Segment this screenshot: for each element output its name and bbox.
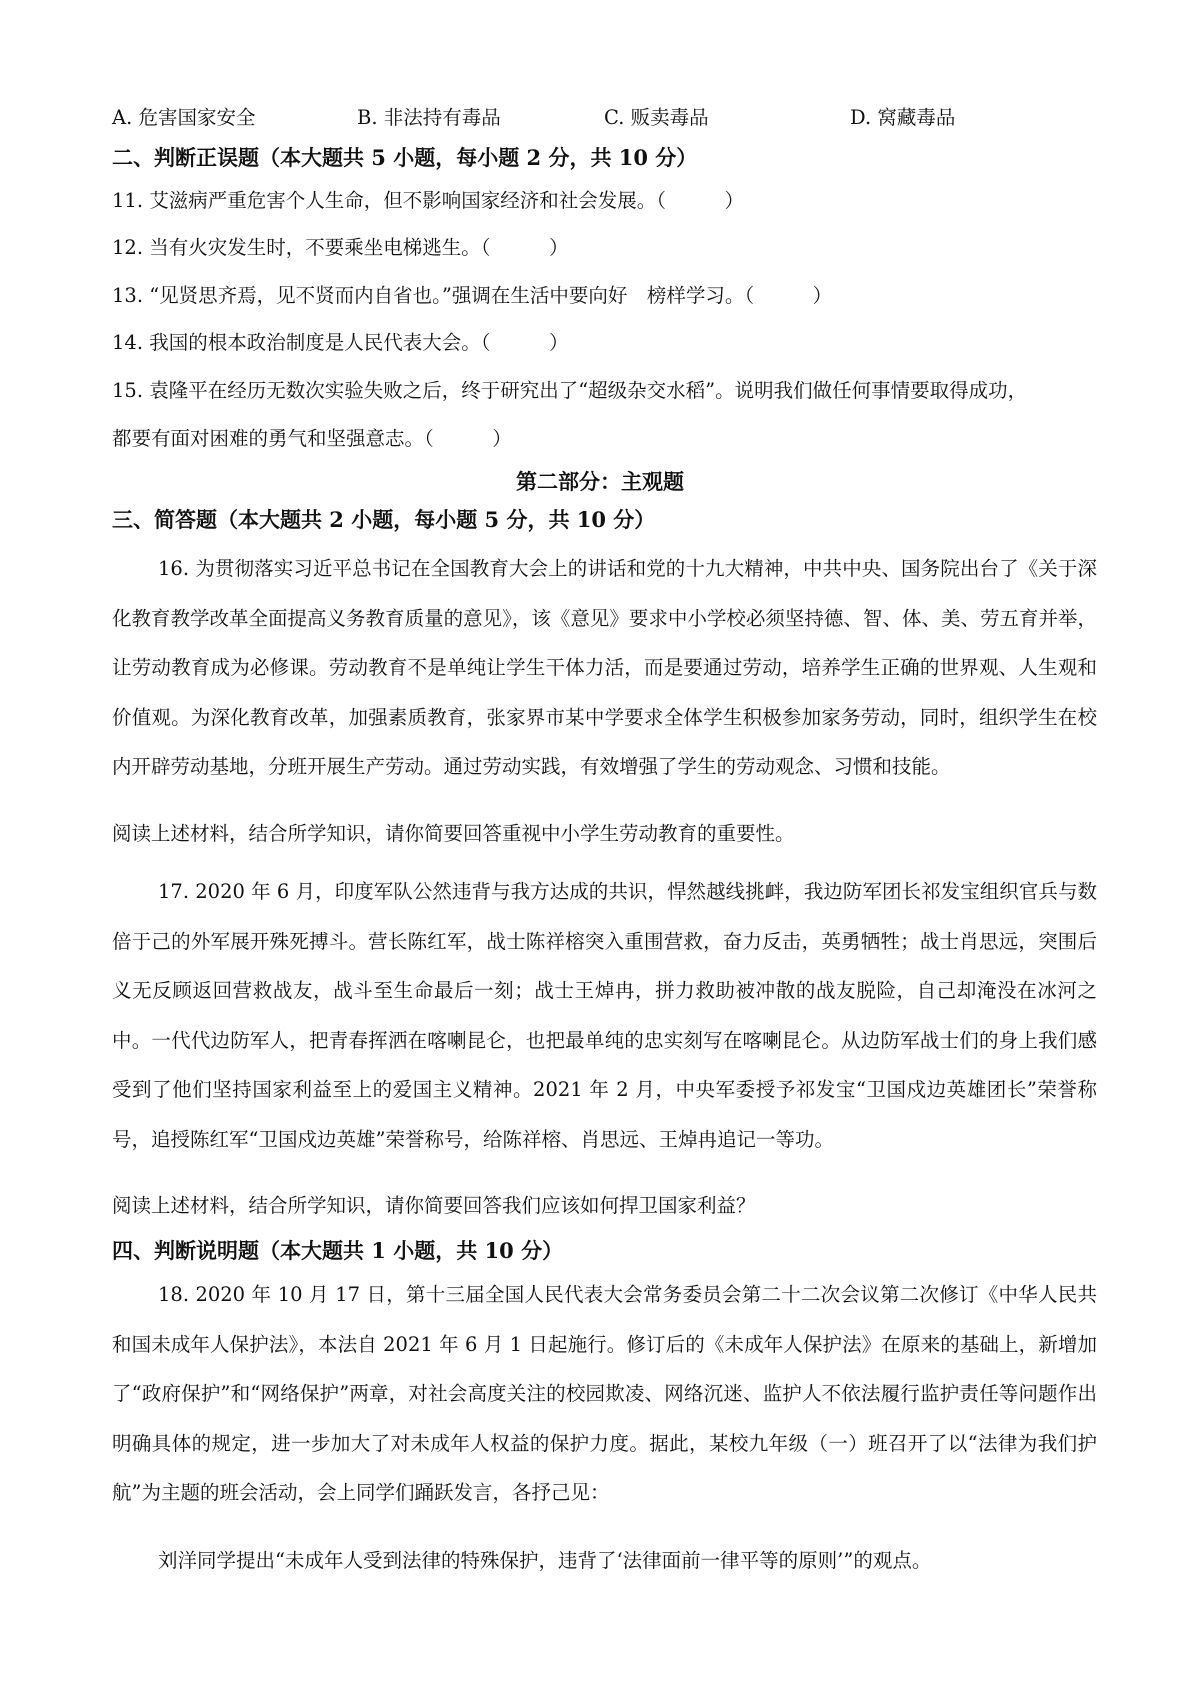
question-17-material: [112, 867, 1097, 1167]
question-17-prompt: 阅读上述材料，结合所学知识，请你简要回答我们应该如何捍卫国家利益？: [112, 1194, 756, 1217]
part-2-title: 第二部分：主观题: [516, 469, 684, 494]
option-b: B. 非法持有毒品: [357, 106, 501, 129]
question-15-line-1: 15. 袁隆平在经历无数次实验失败之后，终于研究出了“超级杂交水稻”。说明我们做任何事情要取得成功，: [112, 379, 1028, 402]
question-18-text: 18. 2020 年 10 月 17 日，第十三届全国人民代表大会常务委员会第二十二次会议第二次修订《中华人民共和国未成年人保护法》，本法自 2021 年 6 月 1 日起施行。修订后的《未成年人保护法》在原来的基础上，新增加了“政府保护”和“网络保护”两章，对社会高度关注的校园欺凌、网络沉迷、监护人不依法履行监护责任等问题作出明确具体的规定，进一步加大了对未成年人权益的保护力度。据此，某校九年级（一）班召开了以“法律为我们护航”为主题的班会活动，会上同学们踊跃发言，各抒己见：: [112, 1283, 1097, 1504]
question-16-prompt: 阅读上述材料，结合所学知识，请你简要回答重视中小学生劳动教育的重要性。: [112, 822, 795, 845]
question-12: 12. 当有火灾发生时，不要乘坐电梯逃生。（ ）: [112, 236, 569, 259]
question-13: 13. “见贤思齐焉，见不贤而内自省也。”强调在生活中要向好 榜样学习。（ ）: [112, 284, 833, 307]
question-16-text: 16. 为贯彻落实习近平总书记在全国教育大会上的讲话和党的十九大精神，中共中央、国务院出台了《关于深化教育教学改革全面提高义务教育质量的意见》，该《意见》要求中小学校必须坚持德、智、体、美、劳五育并举，让劳动教育成为必修课。劳动教育不是单纯让学生干体力活，而是要通过劳动，培养学生正确的世界观、人生观和价值观。为深化教育改革，加强素质教育，张家界市某中学要求全体学生积极参加家务劳动，同时，组织学生在校内开辟劳动基地，分班开展生产劳动。通过劳动实践，有效增强了学生的劳动观念、习惯和技能。: [112, 557, 1097, 778]
question-15-line-2: 都要有面对困难的勇气和坚强意志。（ ）: [112, 427, 512, 450]
section-3-heading: 三、简答题（本大题共 2 小题，每小题 5 分，共 10 分）: [112, 507, 656, 532]
option-d: D. 窝藏毒品: [850, 106, 956, 129]
question-17-text: 17. 2020 年 6 月，印度军队公然违背与我方达成的共识，悍然越线挑衅，我边防军团长祁发宝组织官兵与数倍于己的外军展开殊死搏斗。营长陈红军，战士陈祥榕突入重围营救，奋力反击，英勇牺牲；战士肖思远，突围后义无反顾返回营救战友，战斗至生命最后一刻；战士王焯冉，拼力救助被冲散的战友脱险，自己却淹没在冰河之中。一代代边防军人，把青春挥洒在喀喇昆仑，也把最单纯的忠实刻写在喀喇昆仑。从边防军战士们的身上我们感受到了他们坚持国家利益至上的爱国主义精神。2021 年 2 月，中央军委授予祁发宝“卫国戍边英雄团长”荣誉称号，追授陈红军“卫国戍边英雄”荣誉称号，给陈祥榕、肖思远、王焯冉追记一等功。: [112, 880, 1097, 1151]
question-16-material: [112, 544, 1097, 794]
question-11: 11. 艾滋病严重危害个人生命，但不影响国家经济和社会发展。（ ）: [112, 189, 744, 212]
question-14: 14. 我国的根本政治制度是人民代表大会。（ ）: [112, 331, 569, 354]
section-2-heading: 二、判断正误题（本大题共 5 小题，每小题 2 分，共 10 分）: [112, 145, 698, 170]
section-4-heading: 四、判断说明题（本大题共 1 小题，共 10 分）: [112, 1238, 564, 1263]
option-a: A. 危害国家安全: [112, 106, 256, 129]
question-18-material: [112, 1270, 1097, 1520]
question-18-viewpoint: 刘洋同学提出“未成年人受到法律的特殊保护，违背了‘法律面前一律平等的原则’”的观点。: [158, 1549, 932, 1572]
option-c: C. 贩卖毒品: [604, 106, 709, 129]
